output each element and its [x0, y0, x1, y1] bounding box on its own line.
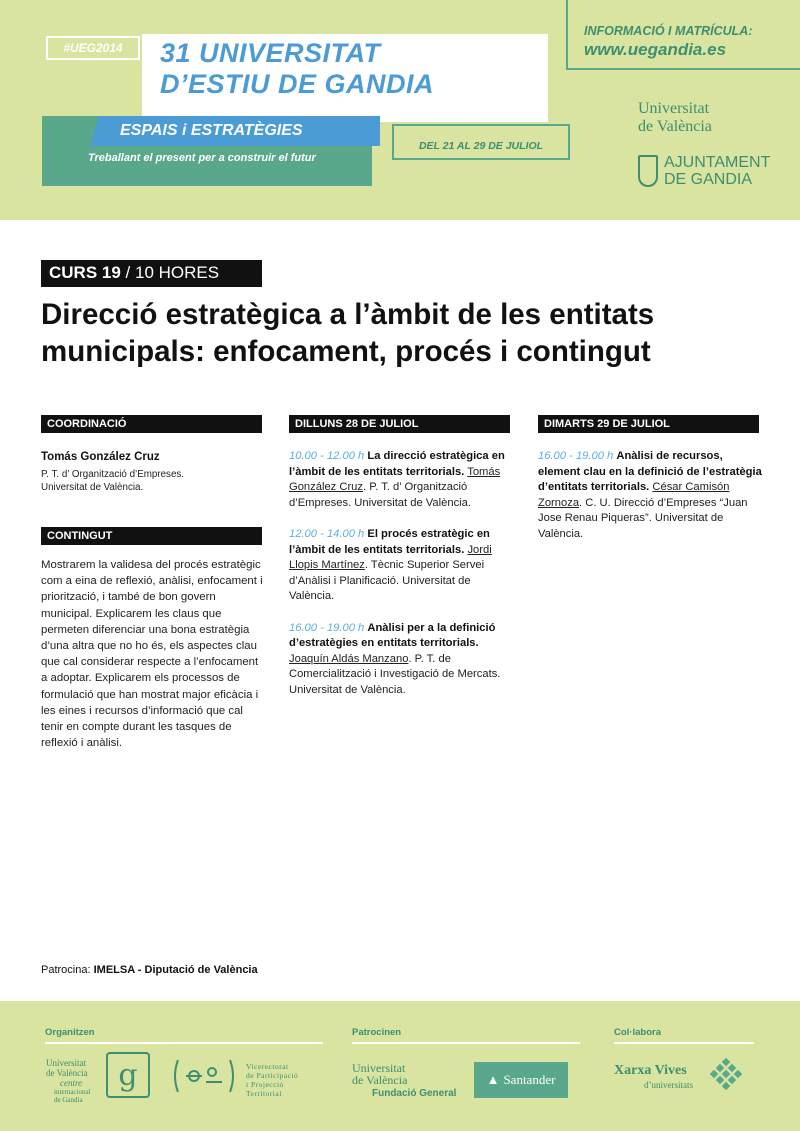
day1-header: DILLUNS 28 DE JULIOL [289, 415, 510, 433]
event-title: 31 UNIVERSITAT D’ESTIU DE GANDIA [160, 38, 435, 99]
contingut-header: CONTINGUT [41, 527, 262, 545]
patrocinen-label: Patrocinen [352, 1027, 402, 1038]
speaker-link: Jordi Llopis Martínez [289, 543, 492, 571]
speaker-link: César Camisón Zornoza [538, 481, 730, 509]
contingut-text: Mostrarem la validesa del procés estratègic com a eina de reflexió, anàlisi, enfocament i priorització, i també de bon govern municipal. Explicarem les claus que permeten diferenciar una bona estratègia d’una altra que no ho és, els aspectes clau que cal considerar respecte a l’enfocament a adoptar. Explicarem els processos de formulació que han mostrat major eficàcia i les eines i recursos d’informació que cal tenir en compte durant les tasques de reflexió i anàlisi. [41, 559, 263, 750]
speaker-link: Tomás González Cruz [289, 465, 501, 493]
organitzen-label: Organitzen [45, 1027, 95, 1038]
collabora-label: Col·labora [614, 1027, 661, 1038]
speaker-link: Joaquín Aldás Manzano [289, 652, 409, 665]
divider [45, 1042, 323, 1044]
course-title: Direcció estratègica a l’àmbit de les entitats municipals: enfocament, procés i contingut [41, 298, 655, 368]
coordinacio-body: Tomás González Cruz P. T. d’ Organització d’Empreses. Universitat de València. [41, 450, 266, 494]
sponsor-line: Patrocina: IMELSA - Diputació de València [41, 964, 258, 976]
theme-title: ESPAIS i ESTRATÈGIES [120, 122, 303, 139]
theme-subtitle: Treballant el present per a construir el futur [88, 152, 316, 164]
vicerectorat-logo: Vicerectorat de Participació i Projecció Territorial [246, 1062, 299, 1098]
session: 12.00 - 14.00 h El procés estratègic en l’àmbit de les entitats territorials. Jordi Llopis Martínez. Tècnic Superior Servei d’Anàlisi i Planificació. Universitat de València. [289, 528, 492, 602]
session: 10.00 - 12.00 h La direcció estratègica en l’àmbit de les entitats territorials. Tomás González Cruz. P. T. d’ Organització d’Empreses. Universitat de València. [289, 450, 505, 509]
day2-header: DIMARTS 29 DE JULIOL [538, 415, 759, 433]
divider [614, 1042, 754, 1044]
fundacio-logo: Universitat de València Fundació General [352, 1061, 457, 1099]
event-dates: DEL 21 AL 29 DE JULIOL [392, 124, 570, 160]
hashtag: #UEG2014 [46, 36, 140, 60]
ajuntament-logo: AJUNTAMENT DE GANDIA [638, 154, 770, 188]
uv-logo: Universitat de València [638, 100, 712, 135]
g-logo-icon: g [106, 1052, 150, 1098]
info-url[interactable]: www.uegandia.es [584, 40, 727, 59]
footer-uv-logo: Universitat de València centre internacional de Gandia [46, 1058, 91, 1104]
course-label: CURS 19 / 10 HORES [41, 260, 262, 287]
session: 16.00 - 19.00 h Anàlisi per a la definició d’estratègies en entitats territorials. Joaquín Aldás Manzano. P. T. de Comercialització i Investigació de Mercats. Universitat de València. [289, 621, 501, 696]
day1-sessions [289, 449, 514, 714]
day2-sessions [538, 449, 766, 558]
info-box [566, 0, 800, 70]
coordinacio-header: COORDINACIÓ [41, 415, 262, 433]
xarxa-vives-icon [710, 1058, 742, 1090]
flame-icon: ▲ [486, 1072, 500, 1087]
vicerectorat-icon [172, 1056, 236, 1096]
info-label: INFORMACIÓ I MATRÍCULA: [584, 24, 753, 38]
santander-logo: ▲ Santander [474, 1062, 568, 1098]
xarxa-vives-logo: Xarxa Vives d’universitats [614, 1063, 693, 1090]
coordinator-name: Tomás González Cruz [41, 451, 160, 463]
session: 16.00 - 19.00 h Anàlisi de recursos, element clau en la definició de l’estratègia d’entitats territorials. César Camisón Zornoza. C. U. Direcció d’Empreses “Juan Jose Renau Piqueras”. Universitat de València. [538, 450, 762, 540]
crest-icon [638, 155, 658, 187]
divider [352, 1042, 580, 1044]
